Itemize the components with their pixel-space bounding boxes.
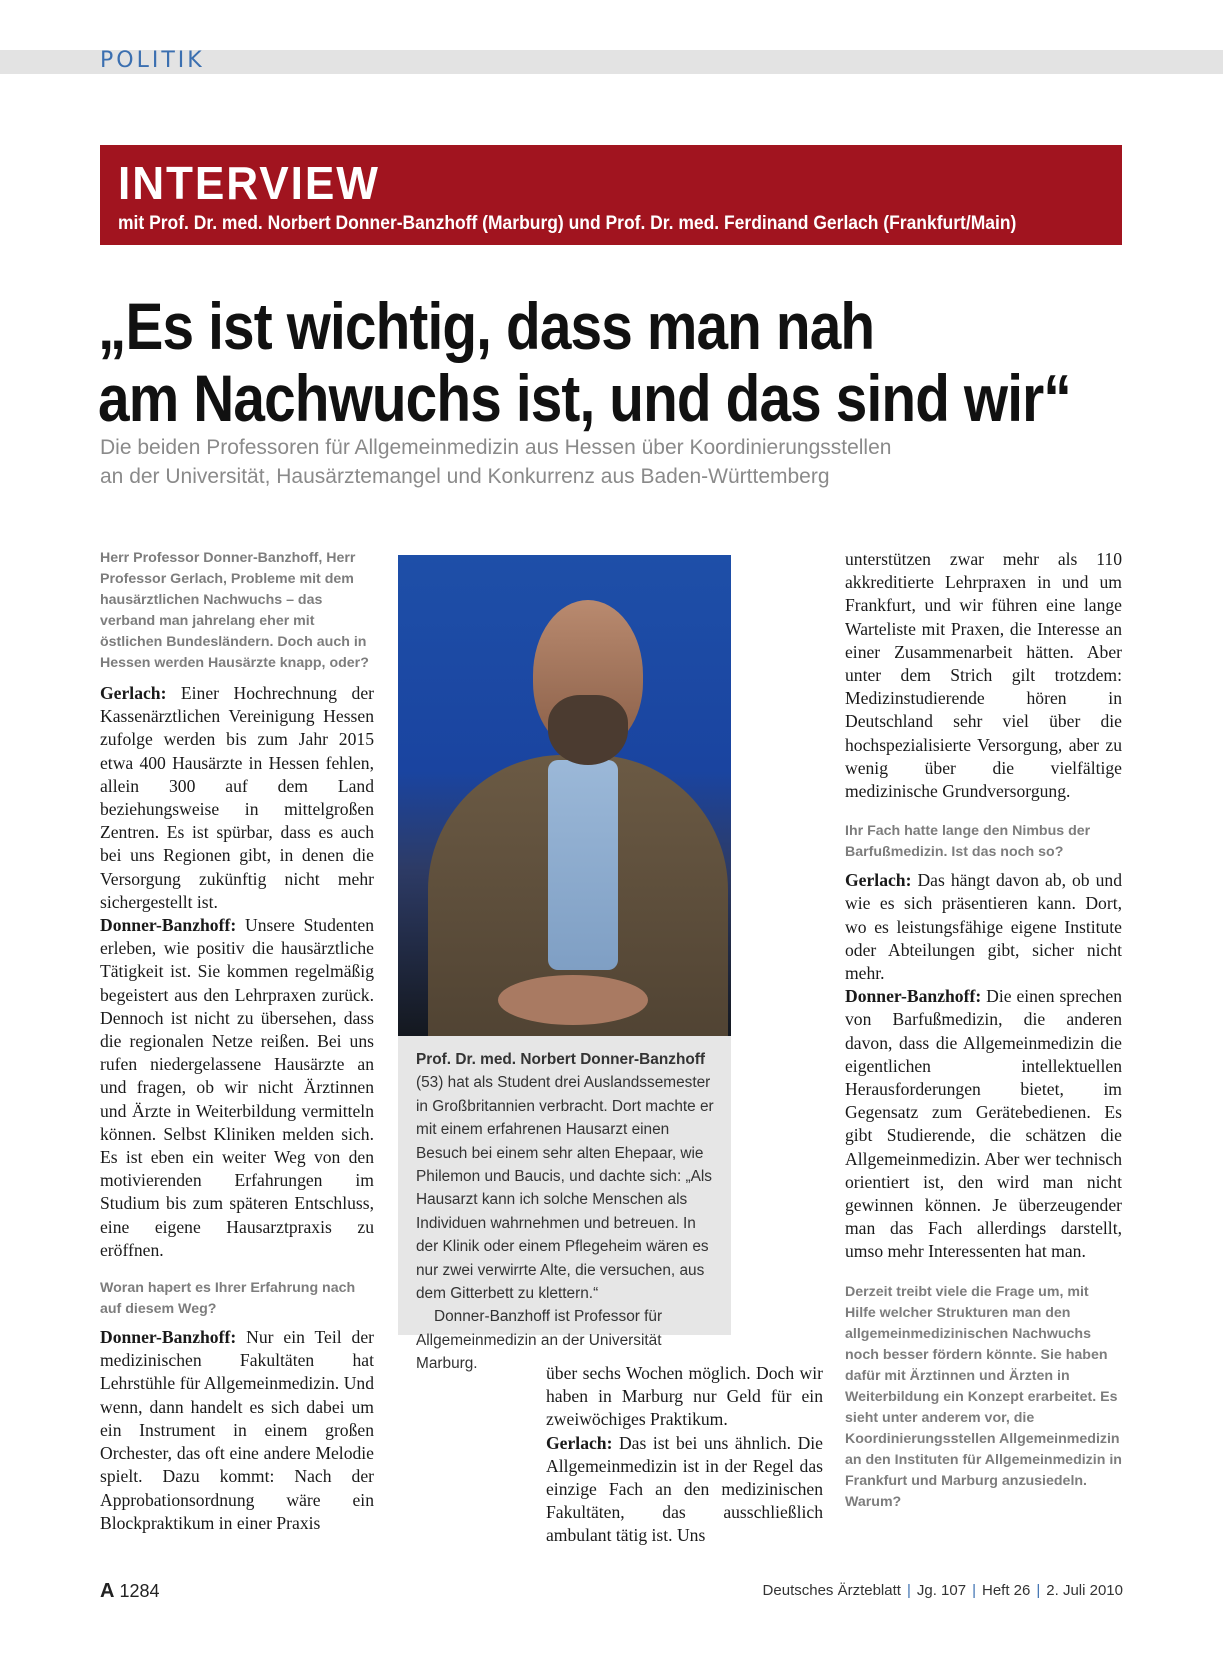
headline: [98, 289, 1071, 435]
answer-text: Nur ein Teil der medizinischen Fakultäten hat Lehrstühle für Allgemeinmedizin. Und wenn, dann handelt es sich dabei um ein Instrument in einem großen Orchester, das oft eine andere Melodie spielt. Dazu kommt: Nach der Approbationsordnung wäre ein Blockpraktikum in einer Praxis: [100, 1327, 374, 1533]
caption-text-2: Donner-Banzhoff ist Professor für Allgemeinmedizin an der Universität Marburg.: [416, 1308, 663, 1373]
journal-date: 2. Juli 2010: [1046, 1582, 1123, 1599]
interview-question: Woran hapert es Ihrer Erfahrung nach auf diesem Weg?: [100, 1280, 356, 1318]
caption-age: (53): [416, 1074, 444, 1092]
interview-question: Herr Professor Donner-Banzhoff, Herr Professor Gerlach, Probleme mit dem hausärztlichen Nachwuchs – das verband man jahrelang eher mit östlichen Bundesländern. Doch auch in Hessen werden Hausärzte knapp, oder?: [100, 550, 369, 671]
answer-text: Einer Hochrechnung der Kassenärztlichen Vereinigung Hessen zufolge werden bis zum Jahr 2015 etwa 400 Hausärzte in Hessen fehlen, allein 300 auf dem Land beziehungsweise in mittelgroßen Zentren. Es ist spürbar, dass es auch bei uns Regionen gibt, in denen die Versorgung zukünftig nicht mehr sichergestellt ist.: [100, 683, 374, 912]
photo-caption: [398, 1036, 731, 1373]
caption-name: Prof. Dr. med. Norbert Donner-Banzhoff: [416, 1051, 706, 1068]
interview-question: Derzeit treibt viele die Frage um, mit Hilfe welcher Strukturen man den allgemeinmedizinischen Nachwuchs noch besser fördern könnte. Sie haben dafür mit Ärztinnen und Ärzten in Weiterbildung ein Konzept erarbeitet. Es sieht unter anderem vor, die Koordinierungsstellen Allgemeinmedizin an den Instituten für Allgemeinmedizin in Frankfurt und Marburg anzusiedeln. Warum?: [845, 1283, 1122, 1510]
answer-paragraph: [100, 682, 374, 914]
page-number-value: 1284: [114, 1581, 160, 1601]
answer-paragraph: [100, 914, 374, 1262]
speaker-name: Donner-Banzhoff:: [845, 986, 982, 1007]
answer-paragraph: [100, 1326, 374, 1535]
journal-info: [763, 1582, 1123, 1599]
speaker-name: Donner-Banzhoff:: [100, 1327, 237, 1348]
journal-issue: Heft 26: [981, 1582, 1031, 1599]
answer-text: Die einen sprechen von Barfußmedizin, die anderen davon, dass die Allgemeinmedizin die eigentlichen intellektuellen Herausforderungen bietet, im Gegensatz zum Gerätebedienen. Es gibt Studierende, die schätzen die Allgemeinmedizin. Aber wer technisch orientiert ist, den wird man nicht gewinnen können. Je überzeugender man das Fach allerdings darstellt, umso mehr Interessenten hat man.: [845, 986, 1122, 1262]
answer-text: Das hängt davon ab, ob und wie es sich präsentieren kann. Dort, wo es leistungsfähige eigene Institute oder Abteilungen gibt, sicher nicht mehr.: [845, 870, 1122, 984]
answer-text: Das ist bei uns ähnlich. Die Allgemeinmedizin ist in der Regel das einzige Fach an den medizinischen Fakultäten, das ausschließlich ambulant tätig ist. Uns: [546, 1432, 823, 1546]
portrait-photo: [398, 555, 731, 1036]
speaker-name: Gerlach:: [546, 1432, 613, 1453]
photo-figure-shirt: [548, 760, 618, 970]
speaker-name: Gerlach:: [100, 683, 167, 703]
interview-question: Ihr Fach hatte lange den Nimbus der Barfußmedizin. Ist das noch so?: [845, 823, 1091, 861]
answer-text: Unsere Studenten erleben, wie positiv die hausärztliche Tätigkeit ist. Sie kommen regelmäßig begeistert aus den Lehrpraxen zurück. Dennoch ist nicht zu übersehen, dass die regionalen Netze reißen. Bei uns rufen niedergelassene Hausärzte an und fragen, ob wir nicht Ärztinnen und Ärzte in Weiterbildung vermitteln können. Selbst Kliniken melden sich. Es ist eben ein weiter Weg von den motivierenden Erfahrungen im Studium bis zum späteren Entschluss, eine eigene Hausarztpraxis zu eröffnen.: [100, 915, 374, 1260]
photo-figure-hand: [498, 975, 648, 1025]
article-column-2: [546, 1362, 823, 1548]
separator: |: [972, 1582, 976, 1599]
answer-paragraph: unterstützen zwar mehr als 110 akkreditierte Lehrpraxen in und um Frankfurt, und wir führen eine lange Warteliste mit Praxen, die Interesse an einer Zusammenarbeit hätten. Aber unter dem Strich gilt trotzdem: Medizinstudierende hören in Deutschland sehr viel über die hochspezialisierte Versorgung, aber zu wenig über die vielfältige medizinische Grundversorgung.: [845, 549, 1122, 802]
headline-line-1: „Es ist wichtig, dass man nah: [98, 289, 875, 363]
speaker-name: Donner-Banzhoff:: [100, 915, 237, 936]
answer-paragraph: [845, 985, 1122, 1263]
page-prefix: A: [100, 1580, 115, 1602]
speaker-name: Gerlach:: [845, 870, 912, 891]
banner-subtitle: mit Prof. Dr. med. Norbert Donner-Banzhoff (Marburg) und Prof. Dr. med. Ferdinand Gerlach (Frankfurt/Main): [118, 213, 1017, 234]
banner-title: INTERVIEW: [118, 157, 380, 209]
article-column-3: [845, 548, 1122, 1513]
answer-paragraph: [546, 1432, 823, 1548]
journal-volume: Jg. 107: [916, 1582, 967, 1599]
subhead-line-2: an der Universität, Hausärztemangel und Konkurrenz aus Baden-Württemberg: [100, 465, 830, 488]
photo-figure-beard: [548, 695, 628, 765]
separator: |: [1036, 1582, 1041, 1599]
section-label: POLITIK: [100, 48, 205, 73]
subheadline: [100, 433, 1100, 491]
subhead-line-1: Die beiden Professoren für Allgemeinmedizin aus Hessen über Koordinierungsstellen: [100, 436, 892, 459]
answer-paragraph: [845, 869, 1122, 985]
interview-banner: [100, 145, 1122, 245]
page-number: [100, 1580, 160, 1603]
answer-paragraph: über sechs Wochen möglich. Doch wir haben in Marburg nur Geld für ein zweiwöchiges Praktikum.: [546, 1363, 823, 1430]
caption-text: [416, 1048, 717, 1305]
separator: |: [906, 1582, 911, 1599]
headline-line-2: am Nachwuchs ist, und das sind wir“: [98, 361, 1071, 435]
caption-body: hat als Student drei Auslandssemester in Großbritannien verbracht. Dort machte er mit einem erfahrenen Hausarzt einen Besuch bei einem sehr alten Ehepaar, wie Philemon und Baucis, und dachte sich: „Als Hausarzt kann ich solche Menschen als Individuen wahrnehmen und betreuen. In der Klinik oder einem Pflegeheim wären es nur zwei verwirrte Alte, die versuchen, aus dem Gitterbett zu klettern.“: [416, 1074, 714, 1303]
journal-name: Deutsches Ärzteblatt: [762, 1582, 901, 1599]
article-column-1: [100, 548, 374, 1535]
